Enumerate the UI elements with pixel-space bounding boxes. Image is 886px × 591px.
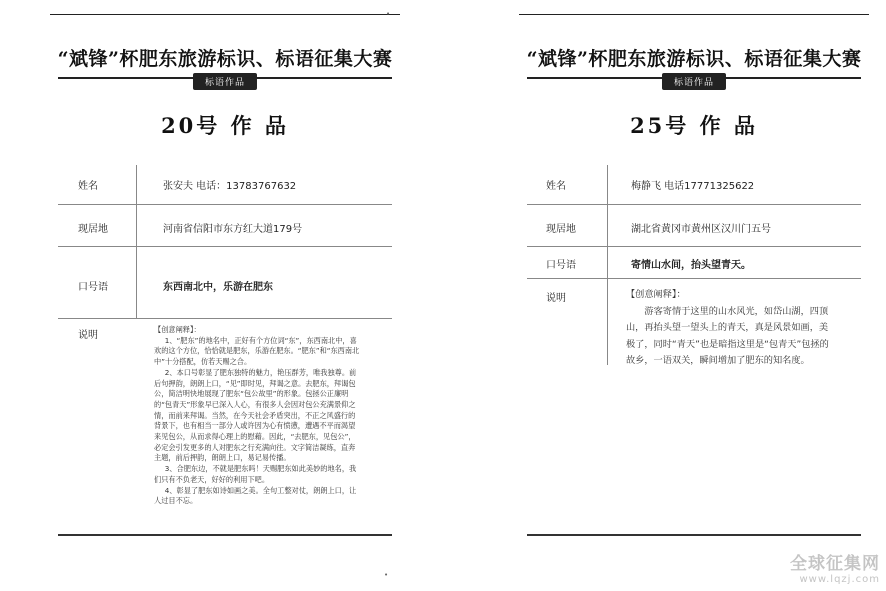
description-heading: 【创意阐释】： <box>154 325 201 334</box>
address-label: 现居地 <box>546 224 576 235</box>
description-paragraph: 4、彰显了肥东如诗如画之美。全句工整对仗，朗朗上口，让人过目不忘。 <box>154 485 357 506</box>
description-paragraph: 1、“肥东”的地名中，正好有个方位词“东”，东西南北中，喜欢的这个方位，恰恰就是肥东，乐游在肥东。“肥东”和“东西南北中”十分搭配，仿若天赐之合。 <box>154 335 360 367</box>
slogan-value: 寄情山水间，抬头望青天。 <box>631 260 751 271</box>
row-divider <box>527 246 861 247</box>
top-rule <box>50 14 400 15</box>
row-divider <box>58 204 392 205</box>
description-label: 说明 <box>78 330 98 341</box>
column-divider <box>136 165 137 318</box>
name-label: 姓名 <box>78 181 98 192</box>
slogan-label: 口号语 <box>546 260 576 271</box>
bottom-rule <box>58 534 392 536</box>
description-paragraph: 游客寄情于这里的山水风光，如岱山湖，四顶山，再抬头望一望头上的青天，真是风景如画，美极了，同时“青天”也是暗指这里是“包青天”包拯的故乡，一语双关，瞬间增加了肥东的知名度。 <box>626 305 829 366</box>
description-heading: 【创意阐释】： <box>626 289 686 300</box>
row-divider <box>58 318 392 319</box>
site-watermark <box>790 549 880 585</box>
entry-page-20 <box>50 0 400 591</box>
page-marker: • <box>386 10 391 18</box>
contest-title: “斌锋”杯肥东旅游标识、标语征集大赛 <box>526 48 862 70</box>
page-marker: • <box>384 571 389 579</box>
column-divider <box>607 165 608 365</box>
description-text <box>154 325 360 507</box>
top-rule <box>519 14 869 15</box>
description-text <box>626 287 830 370</box>
address-label: 现居地 <box>78 224 108 235</box>
name-value: 张安夫 电话：13783767632 <box>163 181 297 192</box>
work-number: 25号 作 品 <box>630 113 758 138</box>
name-label: 姓名 <box>546 181 566 192</box>
watermark-text: 全球征集网 <box>790 554 880 574</box>
description-label: 说明 <box>546 293 566 304</box>
name-value: 梅静飞 电话17771325622 <box>631 181 755 192</box>
entry-page-25 <box>519 0 869 591</box>
category-badge: 标语作品 <box>193 73 257 90</box>
address-value: 湖北省黄冈市黄州区汉川门五号 <box>631 224 771 235</box>
bottom-rule <box>527 534 861 536</box>
row-divider <box>527 278 861 279</box>
slogan-label: 口号语 <box>78 282 108 293</box>
work-number: 20号 作 品 <box>161 113 289 138</box>
address-value: 河南省信阳市东方红大道179号 <box>163 224 303 235</box>
description-paragraph: 3、合肥东边，不就是肥东吗！天赐肥东如此美妙的地名，我们只有不负老天，好好的利用下吧。 <box>154 464 357 484</box>
row-divider <box>527 204 861 205</box>
row-divider <box>58 246 392 247</box>
watermark-url: www.lqzj.com <box>799 574 880 585</box>
description-paragraph: 2、本口号彰显了肥东独特的魅力，艳压群芳，唯我独尊。前后句押韵，朗朗上口，“见”即时见，拜谒之意。去肥东，拜谒包公，简洁明快地展现了肥东“包公故里”的形象。包拯公正廉明的“包青天”形象早已深入人心，有很多人会因对包公充满景仰之情，而前来拜谒。当然，在今天社会矛盾突出，不正之风盛行的背景下，也有相当一部分人或许因为心有愤懑，遭遇不平而渴望来见包公，从而求得心理上的慰藉。因此，“去肥东，见包公”，必定会引发更多的人对肥东之行充满向往。文字简洁凝练，直奔主题，前后押韵，朗朗上口，易记易传播。 <box>154 367 357 463</box>
slogan-value: 东西南北中，乐游在肥东 <box>163 282 273 293</box>
contest-title: “斌锋”杯肥东旅游标识、标语征集大赛 <box>57 48 393 70</box>
category-badge: 标语作品 <box>662 73 726 90</box>
